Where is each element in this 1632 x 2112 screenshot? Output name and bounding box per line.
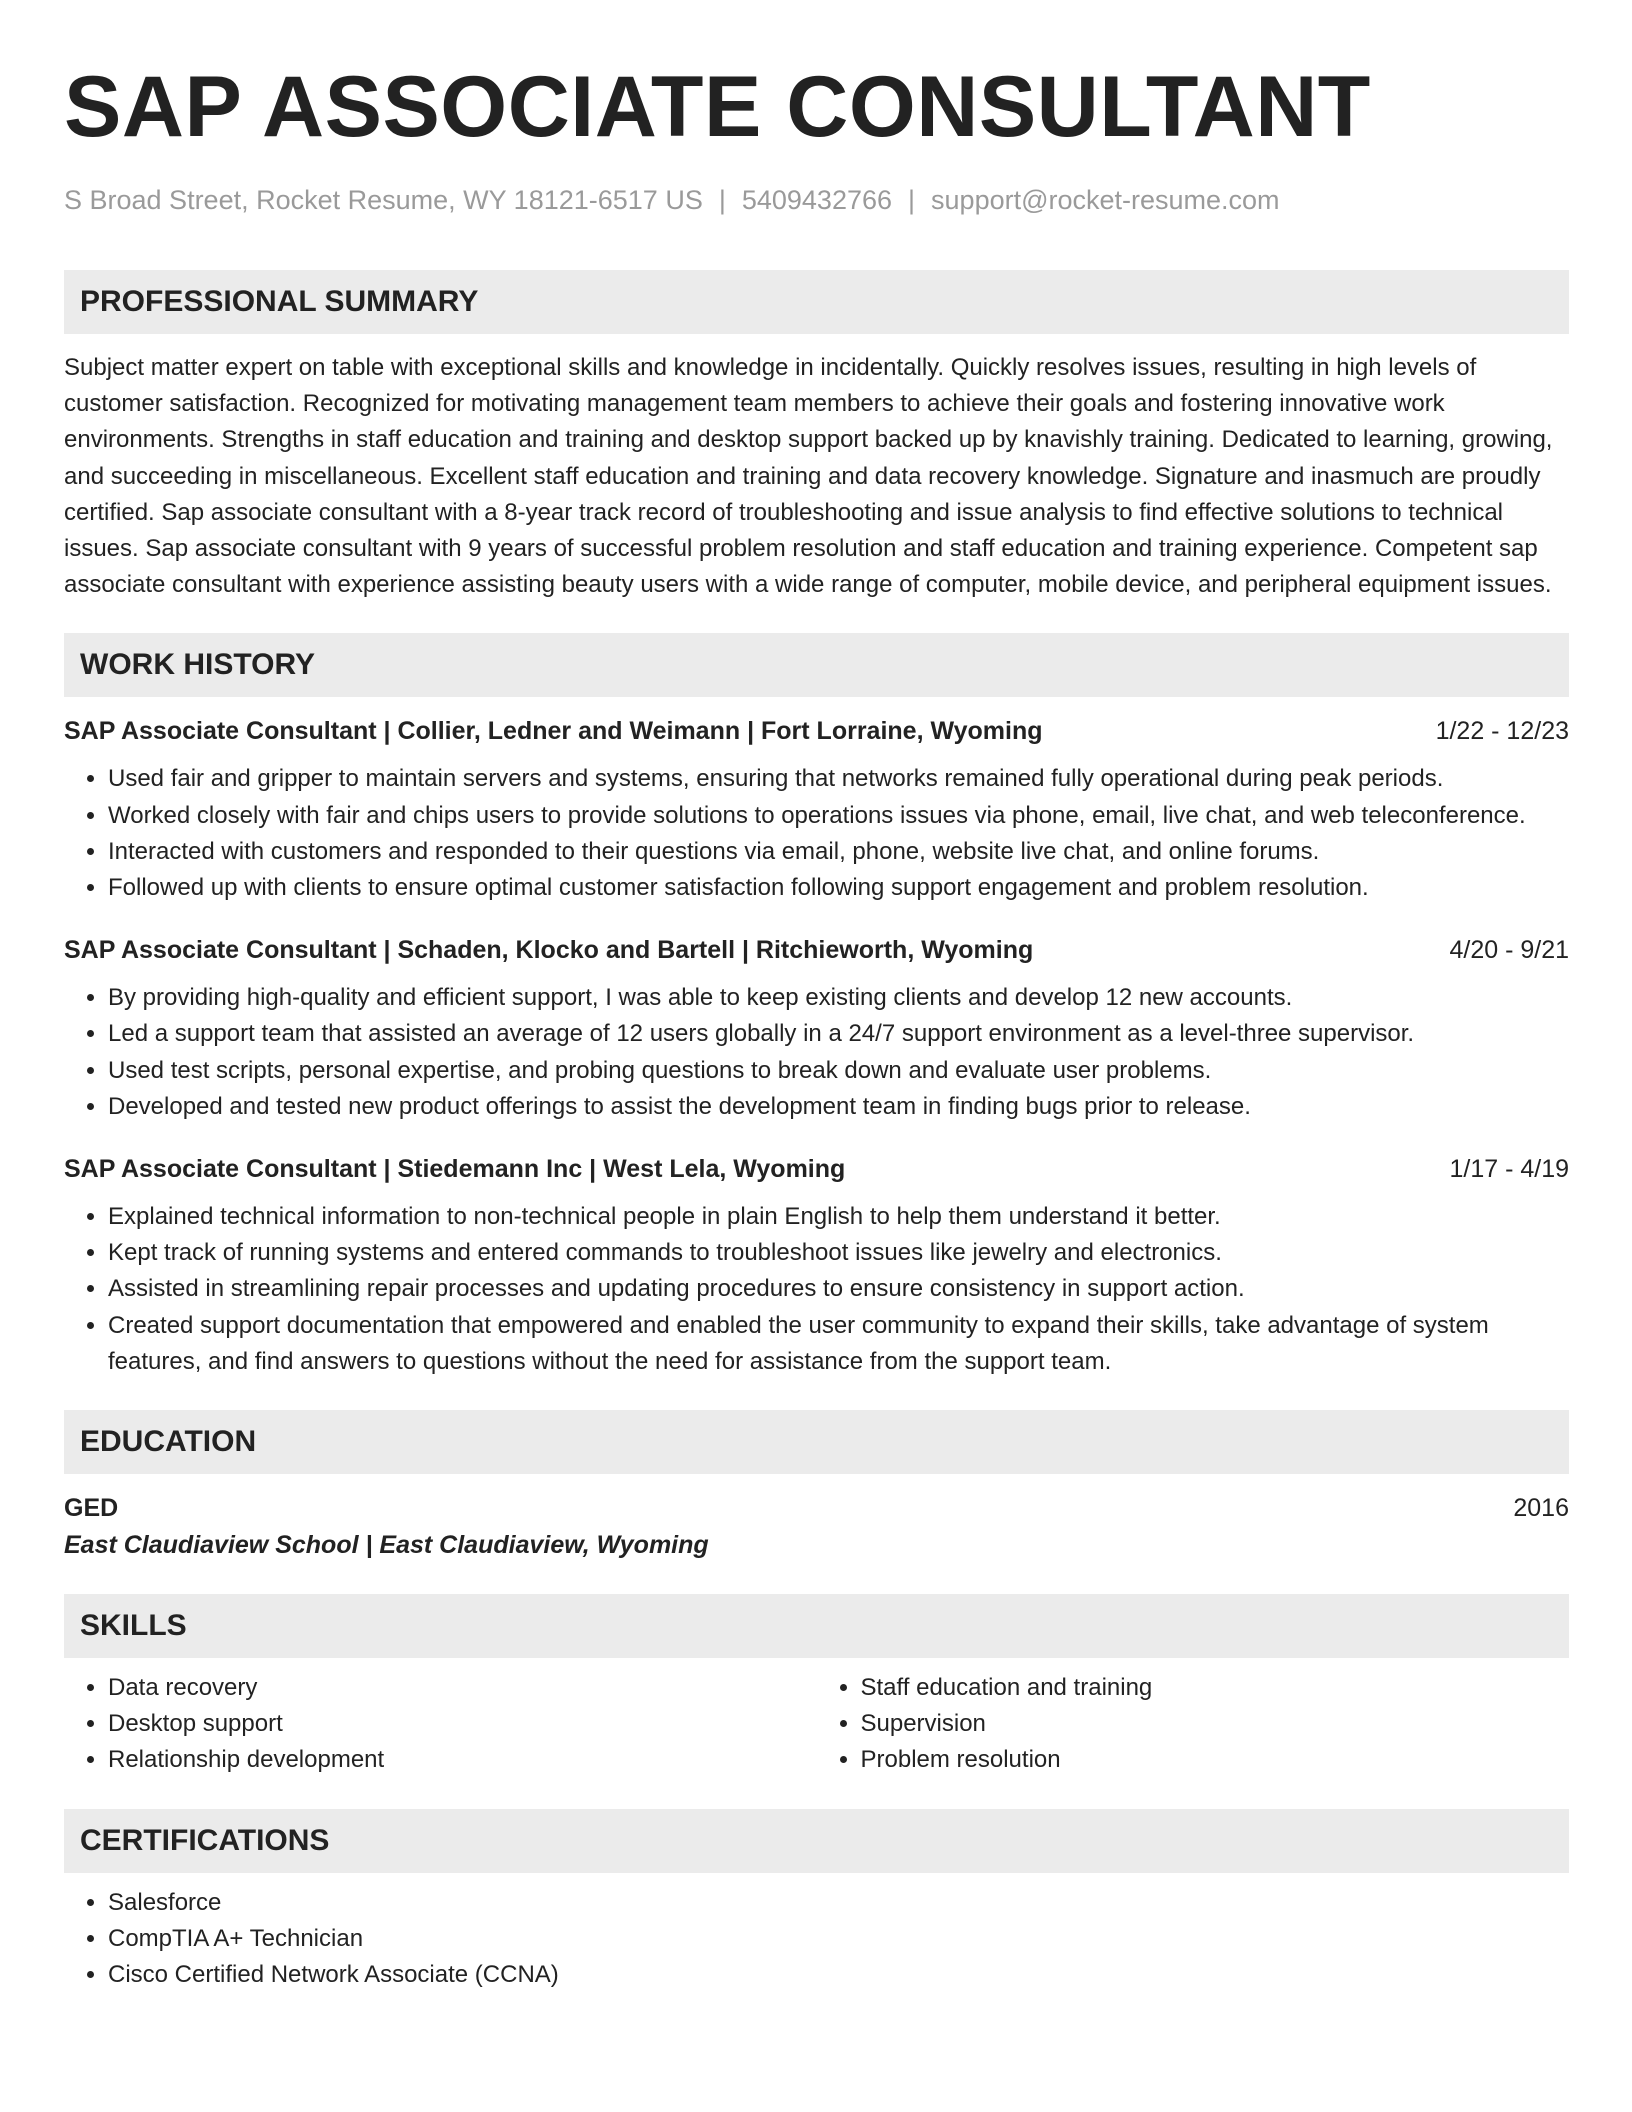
job-title: SAP Associate Consultant | Schaden, Klocko and Bartell | Ritchieworth, Wyoming [64, 936, 1034, 965]
job-bullet: • By providing high-quality and efficient support, I was able to keep existing clients and develop 12 new accounts. [108, 980, 1569, 1016]
job-bullet: • Led a support team that assisted an average of 12 users globally in a 24/7 support environment as a level-three supervisor. [108, 1016, 1569, 1052]
education-header [64, 1490, 1569, 1526]
certifications-list [64, 1885, 1569, 1994]
section-heading-skills: SKILLS [64, 1594, 1569, 1658]
job-bullet: • Created support documentation that empowered and enabled the user community to expand their skills, take advantage of system features, and find answers to questions without the need for assistance from the support team. [108, 1308, 1569, 1380]
job-bullets [64, 1199, 1569, 1380]
skills-column-left [64, 1670, 817, 1779]
job-bullet: • Used test scripts, personal expertise, and probing questions to break down and evaluate user problems. [108, 1053, 1569, 1089]
skill-item: • Supervision [861, 1706, 1570, 1742]
job-dates: 4/20 - 9/21 [1449, 936, 1569, 965]
job-title: SAP Associate Consultant | Collier, Ledner and Weimann | Fort Lorraine, Wyoming [64, 717, 1043, 746]
skill-item: • Staff education and training [861, 1670, 1570, 1706]
job-entry [64, 1151, 1569, 1380]
education-school: East Claudiaview School | East Claudiaview, Wyoming [64, 1531, 709, 1560]
job-bullet: • Worked closely with fair and chips users to provide solutions to operations issues via phone, email, live chat, and web teleconference. [108, 798, 1569, 834]
job-entry [64, 713, 1569, 906]
job-title: SAP Associate Consultant | Stiedemann Inc | West Lela, Wyoming [64, 1155, 846, 1184]
skill-item: • Desktop support [108, 1706, 817, 1742]
job-bullet: • Assisted in streamlining repair processes and updating procedures to ensure consistency in support action. [108, 1271, 1569, 1307]
job-bullets [64, 761, 1569, 906]
candidate-name: SAP ASSOCIATE CONSULTANT [64, 59, 1371, 155]
job-bullet: • Kept track of running systems and entered commands to troubleshoot issues like jewelry and electronics. [108, 1235, 1569, 1271]
job-bullets [64, 980, 1569, 1125]
resume-page [64, 52, 1569, 1993]
education-entry [64, 1490, 1569, 1564]
section-heading-education: EDUCATION [64, 1410, 1569, 1474]
section-heading-summary: PROFESSIONAL SUMMARY [64, 270, 1569, 334]
contact-phone: 5409432766 [741, 185, 893, 215]
skill-item: • Problem resolution [861, 1742, 1570, 1778]
summary-text: Subject matter expert on table with exceptional skills and knowledge in incidentally. Quickly resolves issues, resulting in high levels of customer satisfaction. Recognized for motivating management team members to achieve their goals and fostering innovative work environments. Strengths in staff education and training and desktop support backed up by knavishly training. Dedicated to learning, growing, and succeeding in miscellaneous. Excellent staff education and training and data recovery knowledge. Signature and inasmuch are proudly certified. Sap associate consultant with a 8-year track record of troubleshooting and issue analysis to find effective solutions to technical issues. Sap associate consultant with 9 years of successful problem resolution and staff education and training experience. Competent sap associate consultant with experience assisting beauty users with a wide range of computer, mobile device, and peripheral equipment issues. [64, 354, 1553, 599]
job-bullet: • Explained technical information to non-technical people in plain English to help them understand it better. [108, 1199, 1569, 1235]
contact-separator: | [908, 185, 916, 215]
section-heading-certifications: CERTIFICATIONS [64, 1809, 1569, 1873]
skill-item: • Relationship development [108, 1742, 817, 1778]
section-heading-work-history: WORK HISTORY [64, 633, 1569, 697]
education-year: 2016 [1513, 1494, 1569, 1523]
job-header [64, 713, 1569, 749]
job-bullet: • Interacted with customers and responded to their questions via email, phone, website live chat, and online forums. [108, 834, 1569, 870]
job-bullet: • Developed and tested new product offerings to assist the development team in finding bugs prior to release. [108, 1089, 1569, 1125]
job-header [64, 1151, 1569, 1187]
skills-column-right [817, 1670, 1570, 1779]
job-bullet: • Followed up with clients to ensure optimal customer satisfaction following support engagement and problem resolution. [108, 870, 1569, 906]
job-dates: 1/17 - 4/19 [1449, 1155, 1569, 1184]
contact-line [64, 180, 1569, 220]
certification-item: • Salesforce [108, 1885, 1569, 1921]
contact-address: S Broad Street, Rocket Resume, WY 18121-6517 US [64, 185, 703, 215]
job-bullet: • Used fair and gripper to maintain servers and systems, ensuring that networks remained fully operational during peak periods. [108, 761, 1569, 797]
skill-item: • Data recovery [108, 1670, 817, 1706]
job-header [64, 932, 1569, 968]
skills-list [64, 1670, 1569, 1779]
education-degree: GED [64, 1494, 119, 1523]
contact-separator: | [718, 185, 726, 215]
job-dates: 1/22 - 12/23 [1435, 717, 1569, 746]
job-entry [64, 932, 1569, 1125]
certification-item: • CompTIA A+ Technician [108, 1921, 1569, 1957]
certification-item: • Cisco Certified Network Associate (CCNA) [108, 1957, 1569, 1993]
contact-email[interactable]: support@rocket-resume.com [931, 185, 1280, 215]
